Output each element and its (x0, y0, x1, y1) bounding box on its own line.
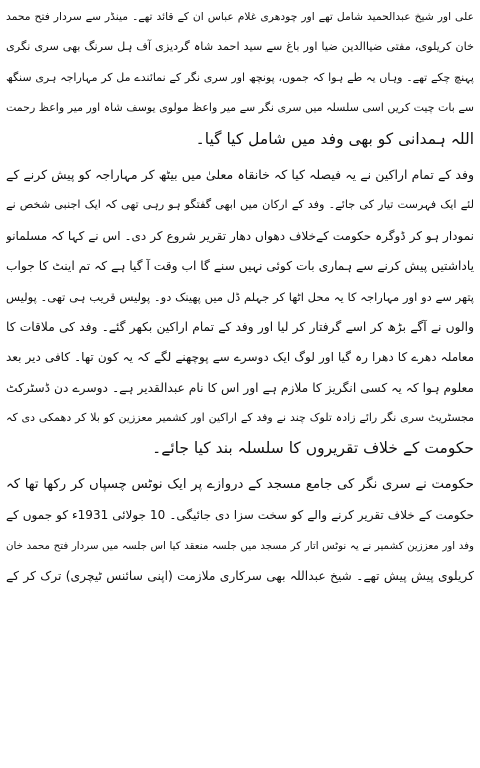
text-line: معلوم ہوا کہ یہ کسی انگریز کا ملازم ہے اور اس کا نام عبدالقدیر ہے۔ دوسرے دن ڈسٹرکٹ (6, 380, 474, 395)
text-line: پتھر سے دو اور مہاراجہ کا یہ محل اٹھا کر جہلم ڈل میں پھینک دو۔ پولیس قریب ہی تھی۔ پولیس (6, 289, 474, 304)
text-line: یاداشتیں پیش کرنے سے ہماری بات کوئی نہیں سنے گا اب وقت آ گیا ہے کہ تم اینٹ کا جواب (6, 259, 474, 274)
text-line: علی اور شیخ عبدالحمید شامل تھے اور چودھری غلام عباس ان کے قائد تھے۔ مینڈر سے سردار فتح محمد (6, 10, 474, 23)
text-line: اللہ ہمدانی کو بھی وفد میں شامل کیا گیا۔ (195, 129, 474, 148)
text-line: والوں نے آگے بڑھ کر اسے گرفتار کر لیا اور وفد کے تمام اراکین بکھر گئے۔ وفد کی ملاقات کا (6, 319, 474, 334)
text-line: حکومت کے خلاف تقریروں کا سلسلہ بند کیا جائے۔ (152, 439, 474, 458)
text-line: پہنچ چکے تھے۔ وہاں یہ طے ہوا کہ جموں، پونچھ اور سری نگر کے نمائندے مل کر مہاراجہ ہری سنگھ (6, 70, 474, 84)
text-line: نمودار ہو کر ڈوگرہ حکومت کےخلاف دھواں دھار تقریر شروع کر دی۔ اس نے کہا کہ مسلمانو (6, 228, 474, 243)
text-line: معاملہ دھرے کا دھرا رہ گیا اور لوگ ایک دوسرے سے پوچھنے لگے کہ یہ کون تھا۔ کافی دیر بعد (6, 350, 474, 365)
text-line: حکومت کے خلاف تقریر کرنے والے کو سخت سزا دی جائیگی۔ 10 جولائی 1931ء کو جموں کے (6, 508, 474, 523)
text-line: خان کریلوی، مفتی ضیاالدین ضیا اور باغ سے سید احمد شاہ گردیزی آف ہل سرنگ بھی سری نگری (6, 40, 474, 54)
text-line: کریلوی پیش پیش تھے۔ شیخ عبداللہ بھی سرکاری ملازمت (اپنی سائنس ٹیچری) ترک کر کے (6, 569, 474, 584)
text-line: سے بات چیت کریں اسی سلسلہ میں سری نگر سے میر واعظ مولوی یوسف شاہ اور میر واعظ رحمت (6, 101, 474, 115)
paragraph-2 (6, 160, 474, 464)
text-line: وفد اور معززین کشمیر نے یہ نوٹس اتار کر مسجد میں جلسہ منعقد کیا اس جلسہ میں سردار فتح محمد خان (6, 539, 474, 552)
paragraph-3 (6, 470, 474, 592)
text-line: حکومت نے سری نگر کی جامع مسجد کے دروازے پر ایک نوٹس چسپاں کر رکھا تھا کہ (6, 476, 474, 492)
text-line: لئے ایک فہرست تیار کی جائے۔ وفد کے ارکان میں ابھی گفتگو ہو رہی تھی کہ ایک اجنبی شخص نے (6, 198, 474, 212)
text-line: وفد کے تمام اراکین نے یہ فیصلہ کیا کہ خانقاہ معلیٰ میں بیٹھ کر مہاراجہ کو پیش کرنے کے (6, 166, 474, 182)
paragraph-1 (6, 2, 474, 154)
text-line: مجسٹریٹ سری نگر رائے زادہ تلوک چند نے وفد کے اراکین اور کشمیر معززین کو بلا کر دھمکی دی کہ (6, 411, 474, 425)
